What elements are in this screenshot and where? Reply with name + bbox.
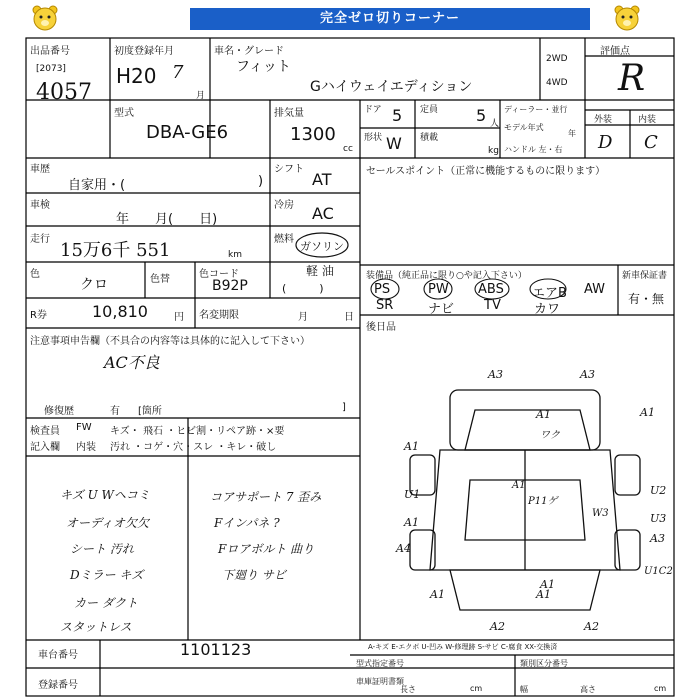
equip-abs: ABS	[478, 282, 504, 297]
history-value: 自家用・(	[68, 178, 126, 193]
diag-label-a3-side: A3	[650, 532, 665, 545]
ac-value: AC	[312, 204, 334, 223]
namechange-label: 名変期限	[199, 310, 239, 321]
warranty-value: 有・無	[628, 292, 665, 306]
remark-left-0: キズ U Wヘコミ	[60, 488, 150, 502]
diag-label-a1-top: A1	[536, 408, 551, 421]
ext-label: 外装	[594, 115, 613, 125]
lot-sub: [2073]	[36, 64, 66, 74]
footer-wid: 幅	[520, 685, 528, 694]
fuel-gas-circle	[292, 230, 352, 260]
lot-number: 4057	[36, 80, 92, 105]
diag-label-a2-left: A2	[490, 620, 505, 633]
fuel-label: 燃料	[274, 234, 294, 245]
fuel-paren: ( )	[282, 282, 324, 295]
color-code-label: 色コード	[199, 269, 239, 280]
score-value: R	[618, 58, 646, 99]
drive-2wd: 2WD	[546, 54, 568, 64]
recycle-label: R券	[30, 310, 47, 321]
repair-value: 有	[110, 406, 120, 417]
fuel-gas: ガソリン	[300, 240, 344, 253]
inspector-fw: FW	[76, 422, 92, 433]
damage-legend: A-キズ E-エクボ U-凹み W-修理跡 S-サビ C-腐食 XX-交換済	[368, 643, 558, 651]
footer-hgt: 高さ	[580, 685, 596, 694]
color-value: クロ	[80, 277, 108, 293]
inspection-label: 車検	[30, 200, 50, 211]
diag-label-a1-right: A1	[640, 406, 655, 419]
inspector-label2: 記入欄	[30, 442, 60, 453]
diag-label-frame: ワク	[540, 430, 560, 441]
model-label: 型式	[114, 108, 134, 119]
warranty-label: 新車保証書	[622, 271, 668, 281]
namechange-day: 日	[344, 312, 354, 323]
car-label: 車名・グレード	[214, 46, 284, 57]
diag-label-a1-br: A1	[540, 578, 555, 591]
remark-right-0: コアサポート 7 歪み	[210, 490, 322, 504]
reg-month: 7	[172, 62, 184, 83]
sales-label: セールスポイント（正常に機能するものに限ります）	[366, 166, 606, 177]
seats-label: 定員	[420, 105, 439, 115]
fuel-diesel: 軽 油	[306, 264, 334, 278]
chassis-label: 車台番号	[38, 650, 78, 661]
ac-label: 冷房	[274, 200, 294, 211]
diag-label-w3: W3	[592, 508, 609, 519]
namechange-month: 月	[298, 312, 308, 323]
lot-label: 出品番号	[30, 46, 70, 57]
remark-left-4: カー ダクト	[74, 596, 138, 610]
plate-label: 登録番号	[38, 680, 78, 691]
drive-4wd: 4WD	[546, 78, 568, 88]
car-damage-diagram	[380, 370, 674, 638]
dealer-handle: ハンドル 左・右	[504, 145, 563, 154]
diag-label-a1-roof: A1	[512, 480, 526, 491]
shift-value: AT	[312, 170, 332, 189]
dealer-year-unit: 年	[568, 129, 576, 138]
shape-label: 形状	[364, 133, 383, 143]
inspector-label1: 検査員	[30, 426, 60, 437]
equip-tv: TV	[484, 298, 501, 313]
repair-label: 修復歴	[44, 406, 74, 417]
inspector-interior: 内装	[76, 442, 96, 453]
remark-left-3: Dミラー キズ	[70, 568, 144, 582]
diag-label-a4: A4	[396, 542, 411, 555]
seats-value: 5	[476, 106, 487, 125]
score-label: 評価点	[600, 46, 630, 57]
reg-label: 初度登録年月	[114, 46, 174, 57]
int-grade: C	[644, 132, 658, 153]
footer-len: 長さ	[400, 685, 416, 694]
mileage-label: 走行	[30, 234, 50, 245]
reg-month-unit: 月	[196, 91, 206, 101]
remark-left-1: オーディオ欠欠	[66, 516, 150, 530]
remark-right-1: Fインパネ ?	[214, 516, 280, 530]
history-label: 車歴	[30, 164, 50, 175]
disp-unit: cc	[343, 144, 353, 154]
doors-label: ドア	[364, 105, 382, 115]
remark-left-2: シート 汚れ	[70, 542, 134, 556]
footer-cm-1: cm	[470, 684, 483, 693]
history-close: )	[258, 174, 264, 189]
equip-airbag: エアB	[532, 286, 567, 301]
mileage-unit: km	[228, 250, 242, 260]
color-code: B92P	[212, 278, 248, 294]
dealer-model-year: モデル年式	[504, 123, 544, 132]
diag-label-u1: U1	[404, 488, 421, 501]
equip-aw: AW	[584, 282, 606, 297]
diag-label-a1-left: A1	[404, 440, 419, 453]
inspector-row1: キズ・ 飛石 ・ヒビ割・リペア跡・×要	[110, 426, 285, 437]
repair-place: [箇所	[138, 406, 162, 417]
shape-value: W	[386, 134, 402, 153]
diag-label-p11: P11ゲ	[528, 496, 558, 507]
color-change-label: 色替	[150, 274, 170, 285]
equip-ps: PS	[374, 282, 391, 297]
diag-label-a3-right: A3	[580, 368, 595, 381]
seats-unit: 人	[490, 119, 500, 129]
notes-text: AC不良	[104, 353, 160, 372]
mileage-value: 15万6千 551	[60, 240, 171, 261]
model-value: DBA-GE6	[146, 122, 229, 143]
rear-label: 後日品	[366, 322, 396, 333]
diag-label-a1-bl: A1	[430, 588, 445, 601]
diag-label-u2: U2	[650, 484, 667, 497]
load-unit: kg	[488, 146, 499, 156]
footer-cm-2: cm	[654, 684, 667, 693]
remark-left-5: スタットレス	[60, 620, 132, 634]
color-label: 色	[30, 269, 40, 280]
footer-sizes: 車庫証明書類	[356, 677, 404, 686]
reg-era: H20	[116, 64, 157, 88]
diag-label-u1c2: U1C2	[644, 566, 673, 577]
load-label: 積載	[420, 133, 439, 143]
banner-title: 完全ゼロ切りコーナー	[190, 8, 590, 30]
equip-navi: ナビ	[428, 302, 455, 317]
cert-label: 型式指定番号	[356, 659, 404, 668]
equip-circles	[366, 276, 586, 302]
equip-sr: SR	[376, 298, 394, 313]
car-name: フィット	[236, 59, 291, 75]
inspector-row2: 汚れ ・コゲ・穴・スレ ・キレ・破し	[110, 442, 277, 453]
remark-right-3: 下廻り サビ	[222, 568, 286, 582]
diag-label-a1-bc: A1	[536, 588, 551, 601]
disp-value: 1300	[290, 124, 336, 145]
doors-value: 5	[392, 106, 403, 125]
inspection-text: 年 月( 日)	[116, 212, 218, 227]
equip-pw: PW	[428, 282, 449, 297]
remark-right-2: Fロアボルト 曲り	[218, 542, 315, 556]
int-label: 内装	[638, 115, 657, 125]
recycle-value: 10,810	[92, 302, 148, 321]
repair-close: ]	[342, 402, 346, 413]
equip-label: 装備品（純正品に限り○や記入下さい）	[366, 271, 527, 281]
dealer-label: ディーラー・並行	[504, 105, 568, 114]
class-label: 類別区分番号	[520, 659, 568, 668]
diag-label-a1-mid: A1	[404, 516, 419, 529]
disp-label: 排気量	[274, 108, 304, 119]
diag-label-a3-left: A3	[488, 368, 503, 381]
equip-leather: カワ	[534, 302, 561, 317]
recycle-unit: 円	[174, 312, 184, 323]
chassis-value: 1101123	[180, 640, 252, 659]
shift-label: シフト	[274, 164, 304, 175]
diag-label-u3: U3	[650, 512, 667, 525]
diag-label-a2-right: A2	[584, 620, 599, 633]
notes-label: 注意事項申告欄（不具合の内容等は具体的に記入して下さい）	[30, 336, 310, 347]
car-grade: Gハイウェイエディション	[310, 79, 473, 95]
ext-grade: D	[598, 132, 613, 153]
